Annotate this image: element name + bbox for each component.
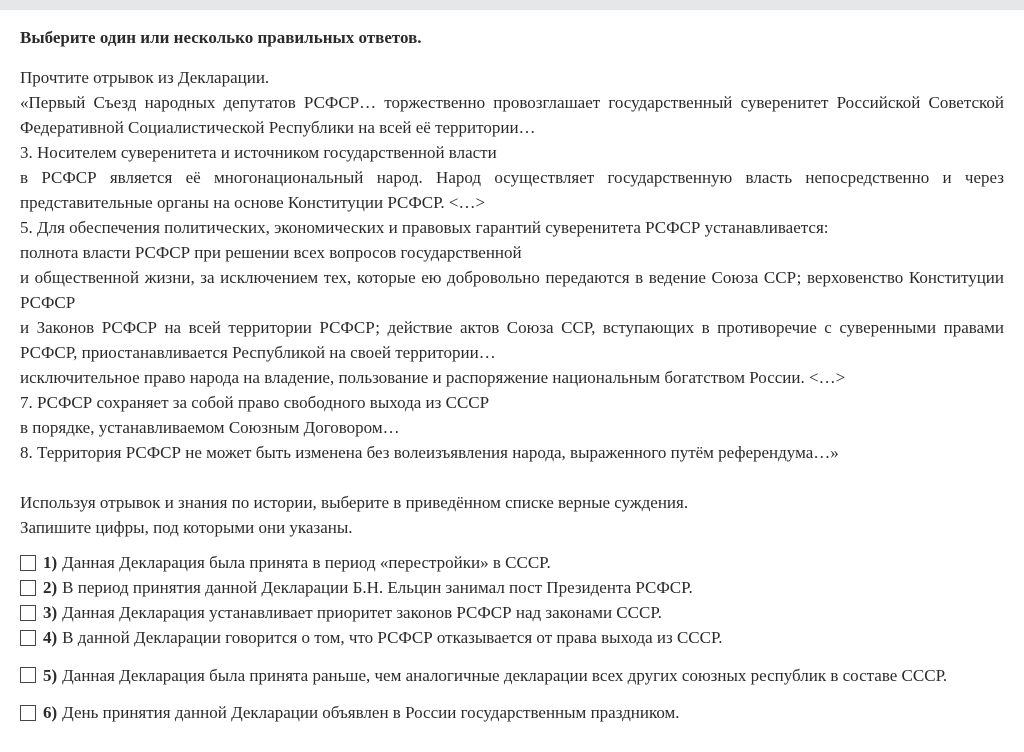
option-text: В период принятия данной Декларации Б.Н. Ельцин занимал пост Президента РСФСР.: [62, 578, 693, 597]
passage-line: 3. Носителем суверенитета и источником государственной власти: [20, 143, 497, 162]
option-number: 1): [43, 553, 58, 572]
question-text: Используя отрывок и знания по истории, выберите в приведённом списке верные суждения.: [20, 493, 689, 512]
answer-option-2[interactable]: [20, 575, 1004, 600]
option-number: 5): [43, 665, 58, 685]
answer-option-5[interactable]: [20, 650, 1004, 700]
option-number: 2): [43, 578, 58, 597]
passage-line: 7. РСФСР сохраняет за собой право свободного выхода из СССР: [20, 393, 490, 412]
top-bar: [0, 0, 1024, 10]
checkbox[interactable]: [20, 580, 36, 596]
passage-line: «Первый Съезд народных депутатов РСФСР… торжественно провозглашает государственный суверенитет Российской Советской Федеративной Социалистической Республики на всей её территории…: [20, 93, 1004, 137]
question-text: Запишите цифры, под которыми они указаны.: [20, 518, 353, 537]
passage-line: в РСФСР является её многонациональный народ. Народ осуществляет государственную власть непосредственно и через представительные органы на основе Конституции РСФСР. <…>: [20, 168, 1004, 212]
option-text: В данной Декларации говорится о том, что РСФСР отказывается от права выхода из СССР.: [62, 628, 723, 647]
option-text: Данная Декларация была принята в период «перестройки» в СССР.: [62, 553, 551, 572]
checkbox[interactable]: [20, 605, 36, 621]
answer-option-4[interactable]: [20, 625, 1004, 650]
option-number: 3): [43, 603, 58, 622]
passage-line: 8. Территория РСФСР не может быть изменена без волеизъявления народа, выраженного путём референдума…»: [20, 443, 839, 462]
answer-option-1[interactable]: [20, 550, 1004, 575]
option-number: 6): [43, 703, 58, 722]
option-text: День принятия данной Декларации объявлен в России государственным праздником.: [62, 703, 680, 722]
passage-line: полнота власти РСФСР при решении всех вопросов государственной: [20, 243, 522, 262]
checkbox[interactable]: [20, 555, 36, 571]
passage-intro: Прочтите отрывок из Декларации.: [20, 68, 270, 87]
task-content: [0, 10, 1024, 725]
checkbox[interactable]: [20, 705, 36, 721]
checkbox[interactable]: [20, 667, 36, 683]
passage-line: 5. Для обеспечения политических, экономических и правовых гарантий суверенитета РСФСР устанавливается:: [20, 218, 829, 237]
question: [20, 490, 1004, 540]
answer-option-6[interactable]: [20, 700, 1004, 725]
answer-option-3[interactable]: [20, 600, 1004, 625]
option-text: Данная Декларация была принята раньше, чем аналогичные декларации всех других союзных республик в составе СССР.: [62, 665, 948, 685]
answer-options: [20, 550, 1004, 725]
passage: [20, 65, 1004, 465]
passage-line: и общественной жизни, за исключением тех, которые ею добровольно передаются в ведение Союза ССР; верховенство Конституции РСФСР: [20, 268, 1004, 312]
passage-line: и Законов РСФСР на всей территории РСФСР; действие актов Союза ССР, вступающих в противоречие с суверенными правами РСФСР, приостанавливается Республикой на своей территории…: [20, 318, 1004, 362]
option-text: Данная Декларация устанавливает приоритет законов РСФСР над законами СССР.: [62, 603, 662, 622]
option-number: 4): [43, 628, 58, 647]
passage-line: в порядке, устанавливаемом Союзным Договором…: [20, 418, 400, 437]
passage-line: исключительное право народа на владение, пользование и распоряжение национальным богатством России. <…>: [20, 368, 846, 387]
task-instruction: Выберите один или несколько правильных ответов.: [20, 28, 422, 47]
checkbox[interactable]: [20, 630, 36, 646]
